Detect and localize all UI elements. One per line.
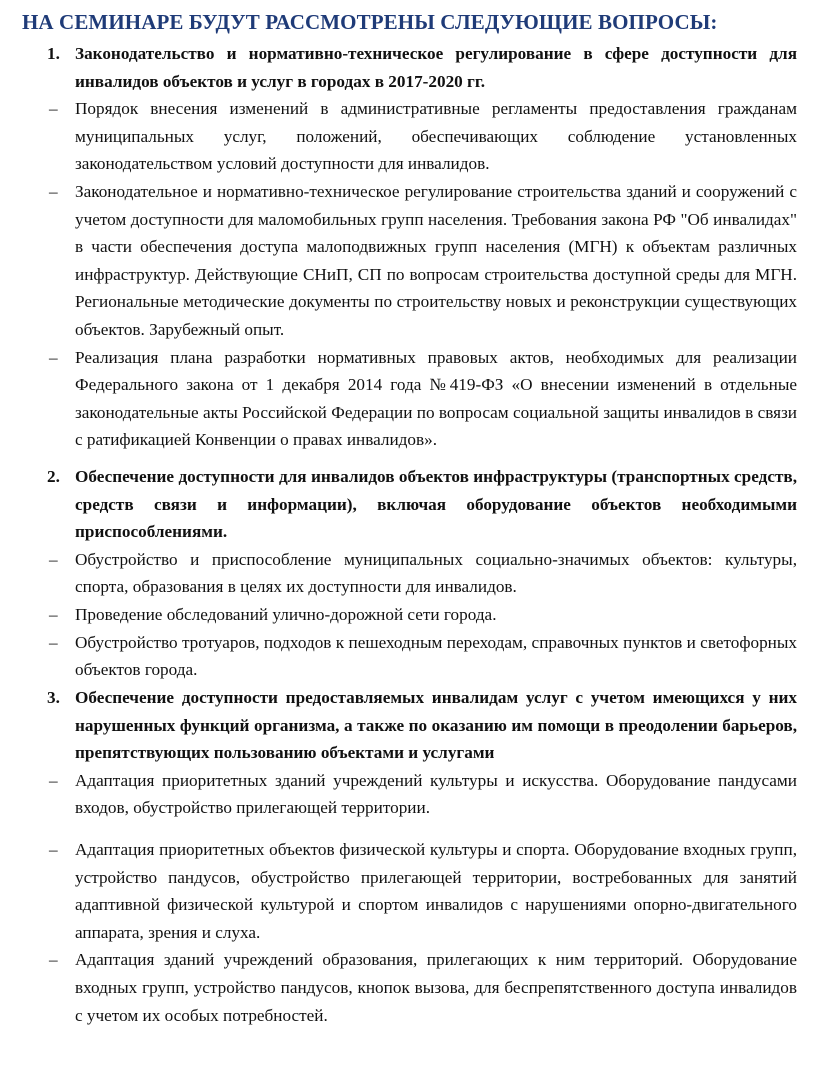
section-heading-text: Обеспечение доступности для инвалидов объектов инфраструктуры (транспортных средств, средств связи и информации), включая оборудование объектов необходимыми приспособлениями.: [75, 467, 797, 542]
list-item-text: Законодательное и нормативно-техническое регулирование строительства зданий и сооружений с учетом доступности для маломобильных групп населения. Требования закона РФ "Об инвалидах" в части обеспечения доступа малоподвижных групп населения (МГН) к объектам различных инфраструктур. Действующие СНиП, СП по вопросам строительства доступной среды для МГН. Региональные методические документы по строительству новых и реконструкции существующих объектов. Зарубежный опыт.: [75, 181, 797, 339]
list-item-text: Адаптация приоритетных зданий учреждений культуры и искусства. Оборудование пандусами входов, обустройство прилегающей территории.: [75, 770, 797, 818]
bullet-dash: –: [49, 632, 58, 652]
bullet-dash: –: [49, 99, 58, 119]
list-item-text: Порядок внесения изменений в административные регламенты предоставления гражданам муниципальных услуг, положений, обеспечивающих соблюдение установленных законодательством условий доступности для инвалидов.: [75, 99, 797, 174]
section-3: [0, 684, 840, 822]
section-2: [0, 463, 840, 684]
bullet-dash: –: [49, 770, 58, 790]
list-item: [0, 629, 797, 684]
section-heading: [0, 463, 797, 546]
section-3-continued: [0, 836, 840, 1029]
section-number: 2.: [47, 467, 60, 486]
section-number: 1.: [47, 44, 60, 63]
list-item-text: Обустройство тротуаров, подходов к пешеходным переходам, справочных пунктов и светофорных объектов города.: [75, 632, 797, 680]
list-item: [0, 546, 797, 601]
list-item: [0, 767, 797, 822]
list-item-text: Адаптация зданий учреждений образования, прилегающих к ним территорий. Оборудование входных групп, устройство пандусов, кнопок вызова, для беспрепятственного доступа инвалидов с учетом их особых потребностей.: [75, 950, 797, 1025]
list-item: [0, 344, 797, 454]
list-item-text: Обустройство и приспособление муниципальных социально-значимых объектов: культуры, спорта, образования в целях их доступности для инвалидов.: [75, 549, 797, 597]
list-item-text: Реализация плана разработки нормативных правовых актов, необходимых для реализации Федерального закона от 1 декабря 2014 года №419-ФЗ «О внесении изменений в отдельные законодательные акты Российской Федерации по вопросам социальной защиты инвалидов в связи с ратификацией Конвенции о правах инвалидов».: [75, 347, 797, 450]
bullet-dash: –: [49, 549, 58, 569]
section-heading-text: Обеспечение доступности предоставляемых инвалидам услуг с учетом имеющихся у них нарушенных функций организма, а также по оказанию им помощи в преодолении барьеров, препятствующих пользованию объектами и услугами: [75, 688, 797, 763]
list-item: [0, 836, 797, 946]
bullet-dash: –: [49, 604, 58, 624]
list-item: [0, 946, 797, 1029]
section-number: 3.: [47, 688, 60, 707]
bullet-dash: –: [49, 181, 58, 201]
list-item-text: Адаптация приоритетных объектов физической культуры и спорта. Оборудование входных групп, устройство пандусов, обустройство прилегающей территории, востребованных для занятий адаптивной физической культурой и спортом инвалидов с нарушениями опорно-двигательного аппарата, зрения и слуха.: [75, 840, 797, 942]
list-item: [0, 601, 797, 629]
bullet-dash: –: [49, 347, 58, 367]
list-item: [0, 178, 797, 344]
section-heading: [0, 684, 797, 767]
bullet-dash: –: [49, 950, 58, 970]
section-1: [0, 40, 840, 454]
page-title: НА СЕМИНАРЕ БУДУТ РАССМОТРЕНЫ СЛЕДУЮЩИЕ ВОПРОСЫ:: [22, 10, 718, 34]
bullet-dash: –: [49, 840, 58, 859]
list-item: [0, 95, 797, 178]
section-heading-text: Законодательство и нормативно-техническое регулирование в сфере доступности для инвалидов объектов и услуг в городах в 2017-2020 гг.: [75, 44, 797, 91]
section-heading: [0, 40, 797, 95]
list-item-text: Проведение обследований улично-дорожной сети города.: [75, 604, 497, 624]
